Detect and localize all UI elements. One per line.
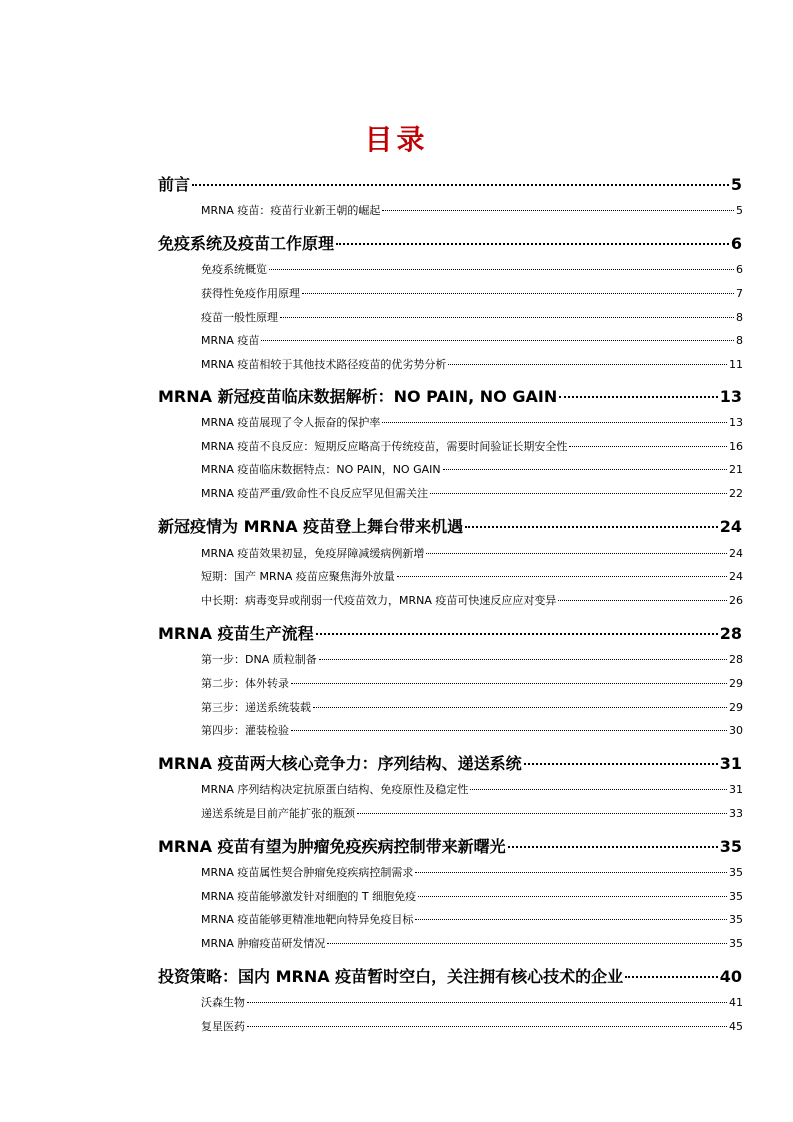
toc-page-number: 35 — [729, 913, 743, 926]
toc-entry-label: MRNA 疫苗 — [201, 334, 260, 347]
toc-entry[interactable] — [201, 722, 743, 738]
dot-leader — [430, 493, 727, 494]
toc-entry-label: MRNA 疫苗生产流程 — [158, 624, 314, 643]
toc-page-number: 40 — [719, 967, 742, 986]
toc-page-number: 35 — [729, 890, 743, 903]
dot-leader — [524, 763, 718, 765]
dot-leader — [280, 317, 734, 318]
dot-leader — [192, 184, 729, 186]
toc-entry[interactable] — [201, 911, 743, 927]
toc-entry[interactable] — [201, 202, 743, 218]
toc-page-number: 11 — [729, 358, 743, 371]
toc-entry-label: 中长期：病毒变异或削弱一代疫苗效力，MRNA 疫苗可快速反应应对变异 — [201, 594, 557, 607]
dot-leader — [415, 872, 727, 873]
dot-leader — [508, 846, 718, 848]
dot-leader — [336, 243, 729, 245]
toc-entry[interactable] — [201, 935, 743, 951]
toc-heading[interactable] — [158, 384, 742, 407]
dot-leader — [397, 576, 727, 577]
dot-leader — [327, 943, 727, 944]
toc-page-number: 5 — [730, 175, 742, 194]
toc-page-number: 24 — [719, 517, 742, 536]
toc-entry[interactable] — [201, 1018, 743, 1034]
toc-entry-label: MRNA 疫苗能够激发针对细胞的 T 细胞免疫 — [201, 890, 417, 903]
dot-leader — [357, 813, 727, 814]
dot-leader — [291, 730, 727, 731]
dot-leader — [559, 396, 718, 398]
toc-entry-label: MRNA 疫苗能够更精准地靶向特异免疫目标 — [201, 913, 414, 926]
toc-entry-label: MRNA 肿瘤疫苗研发情况 — [201, 937, 326, 950]
toc-entry[interactable] — [201, 651, 743, 667]
dot-leader — [443, 469, 727, 470]
dot-leader — [415, 919, 727, 920]
dot-leader — [426, 553, 727, 554]
toc-page-number: 35 — [719, 837, 742, 856]
toc-page-number: 6 — [730, 234, 742, 253]
toc-page-number: 24 — [729, 570, 743, 583]
toc-entry[interactable] — [201, 675, 743, 691]
toc-entry[interactable] — [201, 261, 743, 277]
toc-page-number: 16 — [729, 440, 743, 453]
dot-leader — [448, 364, 727, 365]
toc-page-number: 35 — [729, 866, 743, 879]
toc-page-number: 45 — [729, 1020, 743, 1033]
dot-leader — [625, 976, 718, 978]
toc-entry[interactable] — [201, 485, 743, 501]
dot-leader — [569, 446, 727, 447]
toc-entry[interactable] — [201, 461, 743, 477]
toc-entry-label: MRNA 疫苗属性契合肿瘤免疫疾病控制需求 — [201, 866, 414, 879]
dot-leader — [558, 600, 727, 601]
toc-heading[interactable] — [158, 964, 742, 987]
toc-entry-label: 沃森生物 — [201, 996, 245, 1009]
toc-entry-label: MRNA 疫苗不良反应：短期反应略高于传统疫苗，需要时间验证长期安全性 — [201, 440, 568, 453]
toc-page-number: 8 — [736, 311, 743, 324]
toc-entry-label: 投资策略：国内 MRNA 疫苗暂时空白，关注拥有核心技术的企业 — [158, 967, 624, 986]
toc-entry-label: 复星医药 — [201, 1020, 245, 1033]
dot-leader — [465, 526, 718, 528]
toc-title: 目录 — [364, 123, 429, 156]
toc-entry-label: 第四步：灌装检验 — [201, 724, 289, 737]
dot-leader — [261, 340, 734, 341]
toc-entry-label: MRNA 疫苗：疫苗行业新王朝的崛起 — [201, 204, 381, 217]
toc-page-number: 5 — [736, 204, 743, 217]
toc-page-number: 26 — [729, 594, 743, 607]
toc-entry-label: 短期：国产 MRNA 疫苗应聚焦海外放量 — [201, 570, 395, 583]
toc-entry-label: MRNA 疫苗严重/致命性不良反应罕见但需关注 — [201, 487, 429, 500]
toc-page-number: 6 — [736, 263, 743, 276]
dot-leader — [269, 269, 734, 270]
toc-page-number: 22 — [729, 487, 743, 500]
toc-heading[interactable] — [158, 172, 742, 195]
toc-entry-label: 第三步：递送系统装载 — [201, 701, 311, 714]
toc-page-number: 24 — [729, 547, 743, 560]
toc-entry[interactable] — [201, 356, 743, 372]
toc-entry[interactable] — [201, 285, 743, 301]
toc-entry-label: 递送系统是目前产能扩张的瓶颈 — [201, 807, 355, 820]
toc-entry[interactable] — [201, 414, 743, 430]
toc-entry[interactable] — [201, 545, 743, 561]
toc-entry[interactable] — [201, 592, 743, 608]
toc-entry-label: MRNA 疫苗两大核心竞争力：序列结构、递送系统 — [158, 754, 522, 773]
toc-entry[interactable] — [201, 994, 743, 1010]
toc-page-number: 13 — [729, 416, 743, 429]
toc-page-number: 33 — [729, 807, 743, 820]
toc-entry[interactable] — [201, 332, 743, 348]
toc-entry-label: 新冠疫情为 MRNA 疫苗登上舞台带来机遇 — [158, 517, 464, 536]
dot-leader — [382, 210, 734, 211]
toc-entry-label: MRNA 新冠疫苗临床数据解析：NO PAIN, NO GAIN — [158, 387, 558, 406]
toc-page-number: 30 — [729, 724, 743, 737]
dot-leader — [247, 1026, 727, 1027]
toc-entry-label: MRNA 疫苗临床数据特点：NO PAIN，NO GAIN — [201, 463, 441, 476]
toc-entry[interactable] — [201, 438, 743, 454]
toc-entry-label: 免疫系统及疫苗工作原理 — [158, 234, 335, 253]
toc-entry-label: 疫苗一般性原理 — [201, 311, 278, 324]
dot-leader — [291, 683, 727, 684]
toc-page-number: 31 — [719, 754, 742, 773]
toc-heading[interactable] — [158, 834, 742, 857]
toc-heading[interactable] — [158, 621, 742, 644]
toc-page-number: 29 — [729, 701, 743, 714]
toc-entry-label: MRNA 疫苗展现了令人振奋的保护率 — [201, 416, 381, 429]
dot-leader — [316, 633, 718, 635]
toc-entry-label: MRNA 疫苗有望为肿瘤免疫疾病控制带来新曙光 — [158, 837, 506, 856]
toc-entry-label: 免疫系统概览 — [201, 263, 267, 276]
toc-page-number: 41 — [729, 996, 743, 1009]
toc-page-number: 31 — [729, 783, 743, 796]
toc-entry-label: 前言 — [158, 175, 191, 194]
toc-entry-label: 获得性免疫作用原理 — [201, 287, 300, 300]
toc-page-number: 35 — [729, 937, 743, 950]
toc-entry-label: MRNA 疫苗相较于其他技术路径疫苗的优劣势分析 — [201, 358, 447, 371]
toc-entry-label: MRNA 序列结构决定抗原蛋白结构、免疫原性及稳定性 — [201, 783, 469, 796]
dot-leader — [247, 1002, 727, 1003]
toc-page-number: 28 — [719, 624, 742, 643]
toc-page-number: 8 — [736, 334, 743, 347]
toc-page-number: 7 — [736, 287, 743, 300]
dot-leader — [313, 707, 727, 708]
toc-entry[interactable] — [201, 805, 743, 821]
toc-page-number: 28 — [729, 653, 743, 666]
dot-leader — [418, 896, 727, 897]
dot-leader — [319, 659, 727, 660]
toc-heading[interactable] — [158, 751, 742, 774]
toc-heading[interactable] — [158, 514, 742, 537]
toc-entry[interactable] — [201, 309, 743, 325]
toc-entry[interactable] — [201, 781, 743, 797]
toc-entry[interactable] — [201, 864, 743, 880]
toc-page-number: 29 — [729, 677, 743, 690]
toc-entry-label: 第二步：体外转录 — [201, 677, 289, 690]
toc-entry[interactable] — [201, 699, 743, 715]
dot-leader — [382, 422, 727, 423]
toc-heading[interactable] — [158, 231, 742, 254]
toc-entry[interactable] — [201, 568, 743, 584]
toc-page-number: 21 — [729, 463, 743, 476]
toc-entry[interactable] — [201, 888, 743, 904]
toc-page-number: 13 — [719, 387, 742, 406]
toc-entry-label: 第一步：DNA 质粒制备 — [201, 653, 317, 666]
dot-leader — [302, 293, 734, 294]
dot-leader — [470, 789, 727, 790]
toc-entry-label: MRNA 疫苗效果初显，免疫屏障减缓病例新增 — [201, 547, 425, 560]
